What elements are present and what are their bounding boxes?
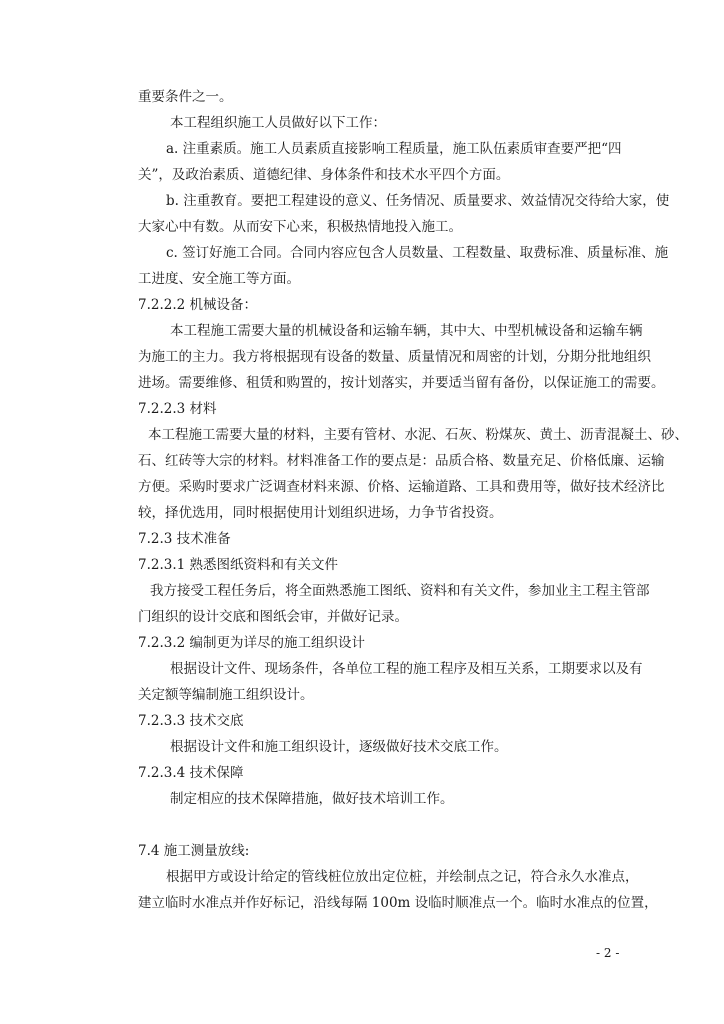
text-line-16: 方便。采购时要求广泛调查材料来源、价格、运输道路、工具和费用等，做好技术经济比 [138,479,665,495]
text-line-31: 建立临时水准点并作好标记，沿线每隔 100m 设临时顺准点一个。临时水准点的位置， [138,895,658,911]
text-line-17: 较，择优选用，同时根据使用计划组织进场，力争节省投资。 [138,505,503,521]
text-line-15: 石、红砖等大宗的材料。材料准备工作的要点是：品质合格、数量充足、价格低廉、运输 [138,453,665,469]
section-heading-7-2-3-4: 7.2.3.4 技术保障 [138,765,244,781]
text-line-10: 本工程施工需要大量的机械设备和运输车辆，其中大、中型机械设备和运输车辆 [170,323,643,339]
text-line-2: 本工程组织施工人员做好以下工作： [170,115,386,131]
text-line-12: 进场。需要维修、租赁和购置的，按计划落实，并要适当留有备份，以保证施工的需要。 [138,375,665,391]
text-line-6: 大家心中有数。从而安下心来，积极热情地投入施工。 [138,219,462,235]
text-line-4: 关”，及政治素质、道德纪律、身体条件和技术水平四个方面。 [138,167,510,183]
section-heading-7-2-3: 7.2.3 技术准备 [138,531,231,547]
text-line-28: 制定相应的技术保障措施，做好技术培训工作。 [170,791,454,807]
text-line-3: a. 注重素质。施工人员素质直接影响工程质量，施工队伍素质审查要严把“四 [166,141,622,157]
text-line-20: 我方接受工程任务后，将全面熟悉施工图纸、资料和有关文件，参加业主工程主管部 [150,583,650,599]
text-line-24: 关定额等编制施工组织设计。 [138,687,314,703]
section-heading-7-4: 7.4 施工测量放线: [138,843,250,859]
section-heading-7-2-3-3: 7.2.3.3 技术交底 [138,713,244,729]
text-line-11: 为施工的主力。我方将根据现有设备的数量、质量情况和周密的计划，分期分批地组织 [138,349,651,365]
text-line-8: 工进度、安全施工等方面。 [138,271,300,287]
text-line-23: 根据设计文件、现场条件，各单位工程的施工程序及相互关系，工期要求以及有 [170,661,643,677]
section-heading-7-2-2-2: 7.2.2.2 机械设备： [138,297,258,313]
text-line-30: 根据甲方或设计给定的管线桩位放出定位桩，并绘制点之记，符合永久水准点， [166,869,639,885]
text-line-1: 重要条件之一。 [138,89,233,105]
text-line-14: 本工程施工需要大量的材料，主要有管材、水泥、石灰、粉煤灰、黄土、沥青混凝土、砂、 [148,427,688,443]
text-line-7: c. 签订好施工合同。合同内容应包含人员数量、工程数量、取费标准、质量标准、施 [166,245,669,261]
section-heading-7-2-3-2: 7.2.3.2 编制更为详尽的施工组织设计 [138,635,366,651]
section-heading-7-2-3-1: 7.2.3.1 熟悉图纸资料和有关文件 [138,557,339,573]
text-line-5: b. 注重教育。要把工程建设的意义、任务情况、质量要求、效益情况交待给大家，使 [166,193,670,209]
section-heading-7-2-2-3: 7.2.2.3 材料 [138,401,217,417]
page-number: - 2 - [596,946,620,960]
text-line-21: 门组织的设计交底和图纸会审，并做好记录。 [138,609,408,625]
text-line-26: 根据设计文件和施工组织设计，逐级做好技术交底工作。 [170,739,508,755]
